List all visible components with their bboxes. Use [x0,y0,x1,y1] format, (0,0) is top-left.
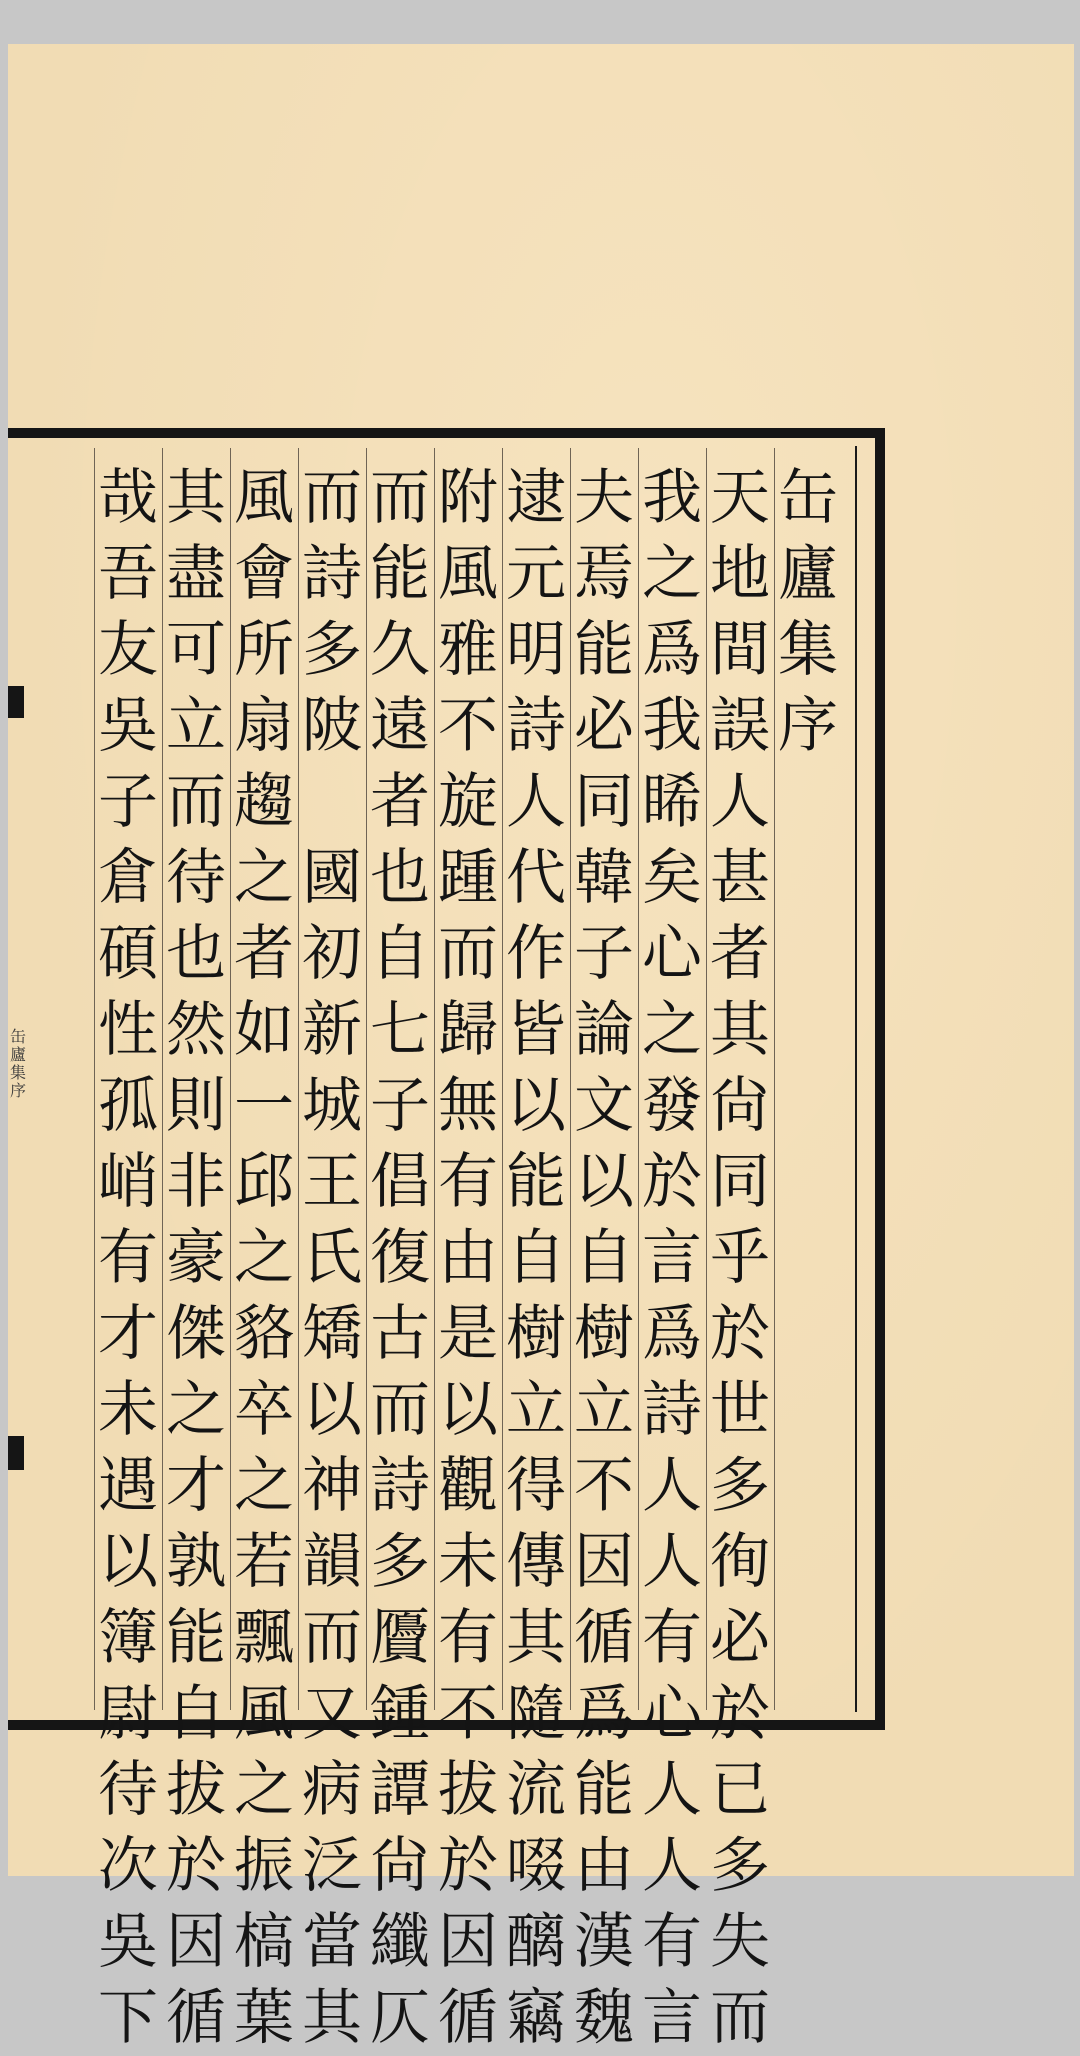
character: 當 [302,1907,362,1977]
character: 漢 [574,1907,634,1977]
character: 可 [166,615,226,685]
book-page [8,44,1074,2053]
character: 其 [506,1603,566,1673]
character: 有 [438,1603,498,1673]
character: 城 [302,1071,362,1141]
character: 而 [166,767,226,837]
character: 同 [574,767,634,837]
character: 其 [302,1983,362,2053]
character: 心 [642,919,702,989]
character: 未 [438,1527,498,1597]
character: 歸 [438,995,498,1065]
character: 振 [234,1831,294,1901]
character: 尉 [98,1679,158,1749]
character: 豪 [166,1223,226,1293]
character: 遇 [98,1451,158,1521]
character: 者 [234,919,294,989]
character: 才 [166,1451,226,1521]
character: 自 [506,1223,566,1293]
character: 有 [438,1147,498,1217]
character: 未 [98,1375,158,1445]
character: 盡 [166,539,226,609]
character: 醨 [506,1907,566,1977]
character: 甚 [710,843,770,913]
character: 而 [710,1983,770,2053]
folio-label: 缶 廬 集 序 [10,1027,27,1100]
column-rule [366,448,367,1710]
character: 其 [166,463,226,533]
character: 然 [166,995,226,1065]
character: 倉 [98,843,158,913]
character: 能 [574,1755,634,1825]
character: 傳 [506,1527,566,1597]
character: 隨 [506,1679,566,1749]
character: 言 [642,1223,702,1293]
character: 以 [438,1375,498,1445]
character: 皆 [506,995,566,1065]
character: 流 [506,1755,566,1825]
character: 失 [710,1907,770,1977]
character: 而 [370,463,430,533]
character: 詩 [506,691,566,761]
character: 於 [166,1831,226,1901]
character: 心 [642,1679,702,1749]
character: 觀 [438,1451,498,1521]
character: 能 [506,1147,566,1217]
character: 雅 [438,615,498,685]
character: 是 [438,1299,498,1369]
character: 次 [98,1831,158,1901]
character: 論 [574,995,634,1065]
character: 飄 [234,1603,294,1673]
character: 已 [710,1755,770,1825]
text-column-5 [436,460,500,2053]
character: 矯 [302,1299,362,1369]
character: 得 [506,1451,566,1521]
character: 睎 [642,767,702,837]
character: 作 [506,919,566,989]
character: 待 [166,843,226,913]
character: 碩 [98,919,158,989]
character: 於 [438,1831,498,1901]
text-column-9 [164,460,228,2053]
character: 所 [234,615,294,685]
character: 其 [710,995,770,1065]
character: 以 [302,1375,362,1445]
character: 如 [234,995,294,1065]
character: 能 [166,1603,226,1673]
character: 友 [98,615,158,685]
character: 而 [302,463,362,533]
character: 也 [370,843,430,913]
character: 譚 [370,1755,430,1825]
character: 多 [370,1527,430,1597]
character: 詩 [302,539,362,609]
character: 孤 [98,1071,158,1141]
character: 之 [234,1755,294,1825]
character: 地 [710,539,770,609]
character: 循 [438,1983,498,2053]
character: 不 [438,1679,498,1749]
character: 因 [166,1907,226,1977]
character: 乎 [710,1223,770,1293]
character: 爲 [642,1299,702,1369]
character: 由 [574,1831,634,1901]
character: 元 [506,539,566,609]
character: 而 [438,919,498,989]
character: 簿 [98,1603,158,1673]
character: 氏 [302,1223,362,1293]
character: 吳 [98,691,158,761]
column-rule [230,448,231,1710]
character: 初 [302,919,362,989]
character: 哉 [98,463,158,533]
character [300,764,364,840]
character: 復 [370,1223,430,1293]
character: 循 [166,1983,226,2053]
character: 有 [98,1223,158,1293]
fold-gutter [8,428,28,1730]
character: 多 [710,1831,770,1901]
character: 旋 [438,767,498,837]
character: 不 [574,1451,634,1521]
character: 貉 [234,1299,294,1369]
character: 人 [642,1451,702,1521]
character: 焉 [574,539,634,609]
character: 若 [234,1527,294,1597]
character: 必 [574,691,634,761]
character: 徇 [710,1527,770,1597]
character: 人 [710,767,770,837]
character: 而 [302,1603,362,1673]
column-rule [570,448,571,1710]
character: 七 [370,995,430,1065]
character: 間 [710,615,770,685]
character: 樹 [506,1299,566,1369]
character: 韓 [574,843,634,913]
character: 風 [438,539,498,609]
text-column-4 [504,460,568,2053]
character: 新 [302,995,362,1065]
character: 因 [438,1907,498,1977]
character: 又 [302,1679,362,1749]
character: 峭 [98,1147,158,1217]
character: 逮 [506,463,566,533]
character: 而 [370,1375,430,1445]
character: 人 [642,1831,702,1901]
character: 不 [438,691,498,761]
text-column-3 [572,460,636,2053]
character: 槁 [234,1907,294,1977]
character: 者 [710,919,770,989]
character: 能 [370,539,430,609]
character: 自 [370,919,430,989]
character: 吳 [98,1907,158,1977]
character: 者 [370,767,430,837]
character: 矣 [642,843,702,913]
character: 因 [574,1527,634,1597]
character: 之 [234,1451,294,1521]
character: 缶 [778,463,838,533]
character: 拔 [166,1755,226,1825]
character: 由 [438,1223,498,1293]
character: 王 [302,1147,362,1217]
character: 廬 [778,539,838,609]
text-column-title [776,460,840,1722]
character: 傑 [166,1299,226,1369]
character: 尙 [370,1831,430,1901]
character: 拔 [438,1755,498,1825]
character: 邱 [234,1147,294,1217]
character: 才 [98,1299,158,1369]
character: 之 [642,539,702,609]
character: 待 [98,1755,158,1825]
character: 纖 [370,1907,430,1977]
character: 誤 [710,691,770,761]
column-rule [638,448,639,1710]
character: 自 [166,1679,226,1749]
character: 吾 [98,539,158,609]
text-column-7 [300,460,364,2053]
character: 風 [234,1679,294,1749]
character: 我 [642,463,702,533]
character: 詩 [370,1451,430,1521]
character: 則 [166,1071,226,1141]
column-rule [162,448,163,1710]
character: 下 [98,1983,158,2053]
column-rule [434,448,435,1710]
character: 尙 [710,1071,770,1141]
character: 之 [642,995,702,1065]
character: 附 [438,463,498,533]
character: 久 [370,615,430,685]
character: 明 [506,615,566,685]
frame-inner-rule [855,446,857,1712]
column-rule [774,448,775,1710]
text-frame [8,428,885,2053]
character: 同 [710,1147,770,1217]
character: 倡 [370,1147,430,1217]
character: 啜 [506,1831,566,1901]
character: 古 [370,1299,430,1369]
character: 立 [506,1375,566,1445]
character: 於 [710,1299,770,1369]
character: 非 [166,1147,226,1217]
character: 於 [642,1147,702,1217]
character: 陂 [302,691,362,761]
character: 仄 [370,1983,430,2053]
character: 贗 [370,1603,430,1673]
character: 踵 [438,843,498,913]
text-column-10 [96,460,160,2053]
character: 爲 [574,1679,634,1749]
character: 以 [574,1147,634,1217]
character: 序 [778,691,838,761]
character: 神 [302,1451,362,1521]
fishtail-mark-upper [8,686,24,718]
character: 我 [642,691,702,761]
character: 人 [642,1527,702,1597]
character: 性 [98,995,158,1065]
character: 之 [234,843,294,913]
character: 以 [98,1527,158,1597]
character: 病 [302,1755,362,1825]
character: 自 [574,1223,634,1293]
character: 立 [574,1375,634,1445]
character: 循 [574,1603,634,1673]
character: 也 [166,919,226,989]
fishtail-mark-lower [8,1436,24,1470]
character: 無 [438,1071,498,1141]
character: 樹 [574,1299,634,1369]
character: 韻 [302,1527,362,1597]
character: 立 [166,691,226,761]
column-rule [502,448,503,1710]
character: 發 [642,1071,702,1141]
character: 言 [642,1983,702,2053]
character: 有 [642,1907,702,1977]
character: 葉 [234,1983,294,2053]
character: 風 [234,463,294,533]
character: 之 [234,1223,294,1293]
column-rule [94,448,95,1710]
character: 天 [710,463,770,533]
character: 以 [506,1071,566,1141]
character: 孰 [166,1527,226,1597]
column-rule [706,448,707,1710]
character: 多 [710,1451,770,1521]
character: 詩 [642,1375,702,1445]
character: 於 [710,1679,770,1749]
text-column-1 [708,460,772,2053]
character: 世 [710,1375,770,1445]
character: 魏 [574,1983,634,2053]
text-column-2 [640,460,704,2053]
character: 一 [234,1071,294,1141]
character: 代 [506,843,566,913]
character: 文 [574,1071,634,1141]
character: 有 [642,1603,702,1673]
character: 子 [98,767,158,837]
character: 能 [574,615,634,685]
character: 鍾 [370,1679,430,1749]
character: 泛 [302,1831,362,1901]
character: 夫 [574,463,634,533]
character: 人 [642,1755,702,1825]
text-column-6 [368,460,432,2053]
character: 子 [370,1071,430,1141]
character: 會 [234,539,294,609]
character: 子 [574,919,634,989]
character: 集 [778,615,838,685]
character: 遠 [370,691,430,761]
character: 多 [302,615,362,685]
character: 必 [710,1603,770,1673]
character: 趨 [234,767,294,837]
character: 卒 [234,1375,294,1445]
character: 之 [166,1375,226,1445]
character: 人 [506,767,566,837]
character: 國 [302,843,362,913]
character: 扇 [234,691,294,761]
character: 竊 [506,1983,566,2053]
text-column-8 [232,460,296,2053]
character: 爲 [642,615,702,685]
column-rule [298,448,299,1710]
